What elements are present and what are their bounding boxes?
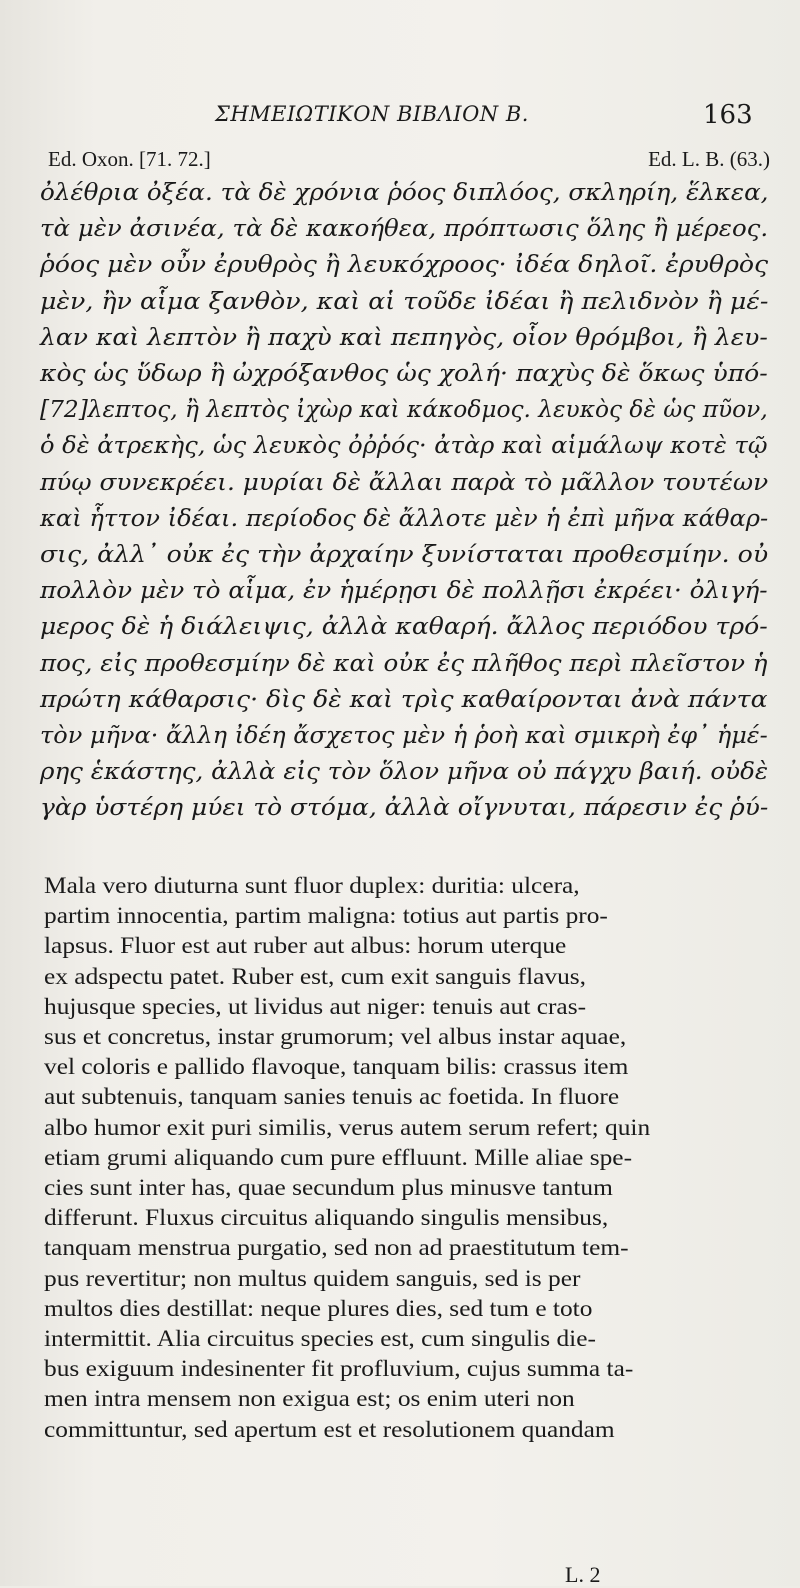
greek-text-line: τὰ μὲν ἀσινέα, τὰ δὲ κακοήθεα, πρόπτωσις ὅλης ἢ μέρεος.	[40, 214, 769, 243]
greek-text-line: καὶ ἧττον ἰδέαι. περίοδος δὲ ἄλλοτε μὲν ἡ ἐπὶ μῆνα κάθαρ-	[40, 503, 769, 532]
running-title: ΣΗΜΕΙΩΤΙΚΟΝ ΒΙΒΛΙΟΝ Β.	[215, 102, 529, 126]
latin-text-line: intermittit. Alia circuitus species est, cum singulis die-	[44, 1326, 596, 1353]
greek-text-line: μερος δὲ ἡ διάλειψις, ἀλλὰ καθαρή. ἄλλος περιόδου τρό-	[40, 612, 768, 641]
latin-text-line: ex adspectu patet. Ruber est, cum exit sanguis flavus,	[44, 963, 587, 990]
latin-text-line: bus exiguum indesinenter fit profluvium, cujus summa ta-	[44, 1356, 634, 1383]
greek-text-line: πρώτη κάθαρσις· δὶς δὲ καὶ τρὶς καθαίρονται ἀνὰ πάντα	[40, 684, 768, 713]
greek-text-line: ὁ δὲ ἀτρεκὴς, ὡς λευκὸς ὀῤῥός· ἀτὰρ καὶ αἱμάλωψ κοτὲ τῷ	[40, 431, 768, 460]
greek-text-line: λαν καὶ λεπτὸν ἢ παχὺ καὶ πεπηγὸς, οἷον θρόμβοι, ἢ λευ-	[40, 322, 768, 351]
latin-text-line: pus revertitur; non multus quidem sanguis, sed is per	[44, 1265, 581, 1292]
greek-text-line: πος, εἰς προθεσμίην δὲ καὶ οὐκ ἐς πλῆθος περὶ πλεῖστον ἡ	[40, 648, 768, 677]
greek-text-line: ρης ἑκάστης, ἀλλὰ εἰς τὸν ὅλον μῆνα οὐ πάγχυ βαιή. οὐδὲ	[40, 757, 769, 786]
latin-text-line: vel coloris e pallido flavoque, tanquam bilis: crassus item	[44, 1054, 629, 1081]
latin-text-line: hujusque species, ut lividus aut niger: tenuis aut cras-	[44, 993, 587, 1020]
edition-oxon-reference: Ed. Oxon. [71. 72.]	[48, 147, 211, 171]
latin-text-line: committuntur, sed apertum est et resolutionem quandam	[44, 1416, 615, 1443]
greek-text-line: σις, ἀλλ᾽ οὐκ ἐς τὴν ἀρχαίην ξυνίσταται προθεσμίην. οὐ	[40, 540, 769, 569]
latin-text-line: tanquam menstrua purgatio, sed non ad praestitutum tem-	[44, 1235, 629, 1262]
greek-text-line: ὀλέθρια ὀξέα. τὰ δὲ χρόνια ῥόος διπλόος, σκληρίη, ἕλκεα,	[40, 178, 769, 206]
latin-text-line: etiam grumi aliquando cum pure effluunt. Mille aliae spe-	[44, 1144, 633, 1171]
latin-text-line: partim innocentia, partim maligna: totius aut partis pro-	[44, 903, 608, 930]
greek-text-line: τὸν μῆνα· ἄλλη ἰδέη ἄσχετος μὲν ἡ ῥοὴ καὶ σμικρὴ ἐφ᾽ ἡμέ-	[40, 721, 768, 750]
latin-text-block	[44, 871, 774, 1445]
greek-text-line: [72]λεπτος, ἢ λεπτὸς ἰχὼρ καὶ κάκοδμος. λευκὸς δὲ ὡς πῦον,	[40, 395, 768, 424]
greek-text-line: πύῳ συνεκρέει. μυρίαι δὲ ἄλλαι παρὰ τὸ μᾶλλον τουτέων	[40, 467, 769, 496]
edition-lb-reference: Ed. L. B. (63.)	[648, 147, 770, 171]
latin-text-line: multos dies destillat: neque plures dies, sed tum e toto	[44, 1295, 593, 1322]
edition-reference-line	[48, 147, 770, 173]
latin-text-line: differunt. Fluxus circuitus aliquando singulis mensibus,	[44, 1205, 609, 1232]
page-number: 163	[703, 100, 753, 130]
latin-text-line: men intra mensem non exigua est; os enim uteri non	[44, 1386, 575, 1413]
greek-text-line: ῥόος μὲν οὖν ἐρυθρὸς ἢ λευκόχροος· ἰδέα δηλοῖ. ἐρυθρὸς	[40, 250, 769, 279]
greek-text-line: κὸς ὡς ὕδωρ ἢ ὠχρόξανθος ὡς χολή· παχὺς δὲ ὅκως ὑπό-	[40, 359, 768, 388]
latin-text-line: lapsus. Fluor est aut ruber aut albus: horum uterque	[44, 933, 567, 960]
greek-text-line: πολλὸν μὲν τὸ αἷμα, ἐν ἡμέρῃσι δὲ πολλῇσι ἐκρέει· ὀλιγή-	[40, 576, 768, 605]
latin-text-line: Mala vero diuturna sunt fluor duplex: duritia: ulcera,	[44, 873, 580, 899]
page-header	[0, 100, 800, 140]
latin-text-line: albo humor exit puri similis, verus autem serum refert; quin	[44, 1114, 651, 1141]
greek-text-line: γὰρ ὑστέρη μύει τὸ στόμα, ἀλλὰ οἴγνυται, πάρεσιν ἐς ῥύ-	[40, 793, 769, 822]
latin-text-line: aut subtenuis, tanquam sanies tenuis ac foetida. In fluore	[44, 1084, 620, 1111]
greek-text-block	[40, 174, 770, 826]
latin-text-line: sus et concretus, instar grumorum; vel albus instar aquae,	[44, 1024, 627, 1051]
latin-text-line: cies sunt inter has, quae secundum plus minusve tantum	[44, 1175, 613, 1202]
signature-mark: L. 2	[565, 1562, 601, 1587]
greek-text-line: μὲν, ἢν αἷμα ξανθὸν, καὶ αἱ τοῦδε ἰδέαι ἢ πελιδνὸν ἢ μέ-	[40, 286, 769, 315]
